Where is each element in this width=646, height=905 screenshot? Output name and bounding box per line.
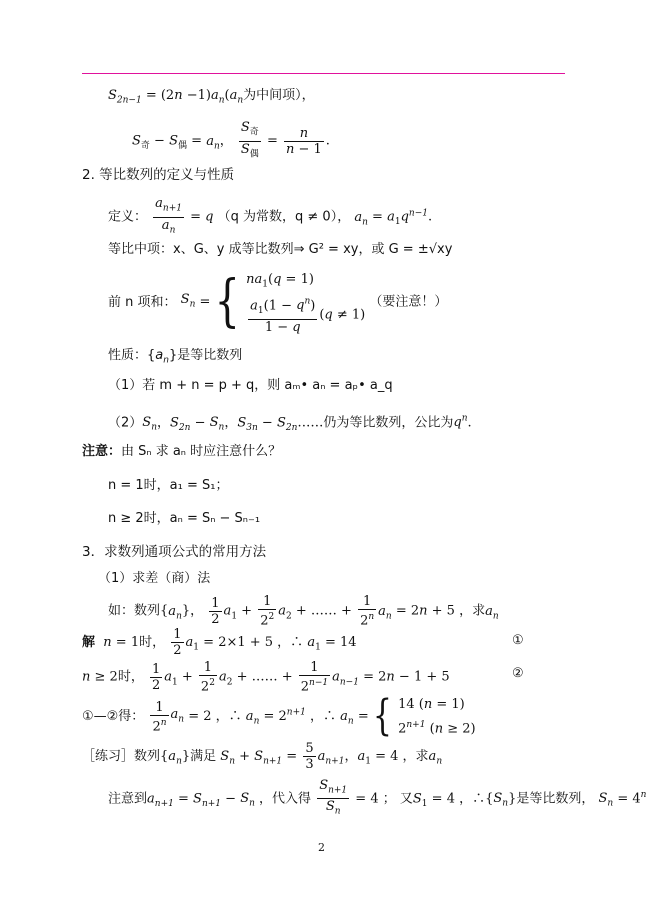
property-line: 性质：$\{a_n\}$是等比数列 [108,348,243,366]
method-1-title: （1）求差（商）法 [98,571,211,586]
example-line: 如：数列$\{a_n\}$， $\frac{1}{2}$ $a_1$ + $\frac{1}{2^2}$ $a_2$ + …… + $\frac{1}{2^n}$ $a_n = 2n + 5$ ，求$a_n$ [108,594,499,629]
property-1: （1）若 m + n = p + q，则 aₘ• aₙ = aₚ• a_q [108,378,393,393]
page-number: 2 [318,841,325,854]
notice-line: 注意到$a_{n+1} = S_{n+1} - S_n$ ，代入得 $\frac{S_{n+1}}{S_n}$ = 4 ； 又$S_1 = 4$ ，$\therefore\{S_n\}$是等比数列， $S_n = 4^n$ [108,777,646,817]
exercise-label: ［练习］数列 [82,749,161,764]
note-line [82,443,281,461]
notice-is: 是等比数列， [516,791,595,807]
property-text: 是等比数列 [177,348,243,363]
arith-sum-note: 为中间项）， [243,88,315,103]
property-2: $(2)S_n$，$S_{2n} - S_n$，$S_{3n}$ − $S_{2n}\dots\dots$仍为等比数列，公比为$q^n$. [108,414,472,433]
sum-formula-line: 前 n 项和： $S_n$ = { $na_1(q = 1)$ $\frac{a_1(1 - q^n)}{1 - q}$ (q ≠ 1) （要注意！） [108,270,448,335]
property-2-prefix: （2） [108,415,143,431]
note-label: 注意： [82,444,122,459]
sum-label: 前 n 项和： [108,294,177,310]
section-2-heading: 2. 等比数列的定义与性质 [82,167,235,183]
notice-then: 又 [399,791,413,807]
sum-note: （要注意！） [369,294,448,310]
solution-line-1: 解 n = 1时， $\frac{1}{2}$ $a_1 = 2\times 1 + 5$ ，∴ $a_1 = 14$ [82,627,357,658]
property-label: 性质： [108,348,148,363]
header-rule [82,73,565,74]
geometric-mean-label: 等比中项： [108,242,174,257]
sum-cases: $na_1(q = 1)$ $\frac{a_1(1 - q^n)}{1 - q}$ (q ≠ 1) [246,272,366,335]
section-3-heading: 3．求数列通项公式的常用方法 [82,544,267,560]
difference-label: ①—②得： [82,709,145,725]
definition-line: 定义： $\frac{a_{n+1}}{a_n}$ = q （q 为常数，q ≠ 0）， $a_n = a_1q^{n-1}$. [108,196,433,236]
exercise-line: ［练习］数列$\{a_n\}$满足 $S_n + S_{n+1}$ = $\frac{5}{3}$ $a_{n+1}$，$a_1 = 4$ ，求$a_n$ [82,741,443,772]
property-2-tail: 仍为等比数列，公比为 [323,415,454,431]
note-text: 由 Sₙ 求 aₙ 时应注意什么？ [121,444,282,459]
left-brace: { [214,270,240,335]
case-n-geq-2: n ≥ 2时，aₙ = Sₙ − Sₙ₋₁ [108,511,261,526]
example-tail: ，求 [459,603,486,619]
odd-even-line: $S_奇 - S_偶 = a_n$， $\frac{S_奇}{S_偶}$ = $\frac{n}{n - 1}$ . [132,120,330,162]
solution-line-1-tail: 时， [139,635,166,650]
exercise-text: 满足 [190,749,217,764]
geometric-mean-line [108,241,452,259]
notice-mid: ，代入得 [259,791,312,807]
case-n-equals-1: n = 1时，a₁ = S₁； [108,478,229,493]
difference-line: ①—②得： $\frac{1}{2^n}$ $a_n = 2$ ，∴ $a_n = 2^{n+1}$ ，∴ $a_n$ = { 14 (n = 1) $2^{n+1}$ (n ≥ 2) [82,691,476,741]
exercise-tail: ，求 [402,749,429,764]
odd-label: 奇 [140,141,150,152]
equation-marker-2: ② [512,666,524,681]
solution-line-2: n ≥ 2时， $\frac{1}{2}$ $a_1$ + $\frac{1}{2^2}$ $a_2$ + …… + $\frac{1}{2^{n-1}}$ $a_{n-1} = 2n - 1 + 5$ [82,660,450,695]
arith-sum-line: $S_{2n-1} = (2n -1)a_n(a_n$为中间项）， [108,88,315,106]
n-fraction: $\frac{n}{n - 1}$ [285,125,322,157]
definition-label: 定义： [108,209,148,225]
odd-even-fraction: $\frac{S_奇}{S_偶}$ [240,120,259,160]
definition-note: （q 为常数，q ≠ 0）， [217,209,351,225]
geometric-mean-text: x、G、y 成等比数列⇒ G² = xy，或 G = ±√xy [173,242,453,257]
solution-label: 解 [82,635,96,650]
example-label: 如：数列 [108,603,161,619]
notice-label: 注意到 [108,791,148,807]
equation-marker-1: ① [512,633,524,648]
even-label: 偶 [178,141,188,152]
